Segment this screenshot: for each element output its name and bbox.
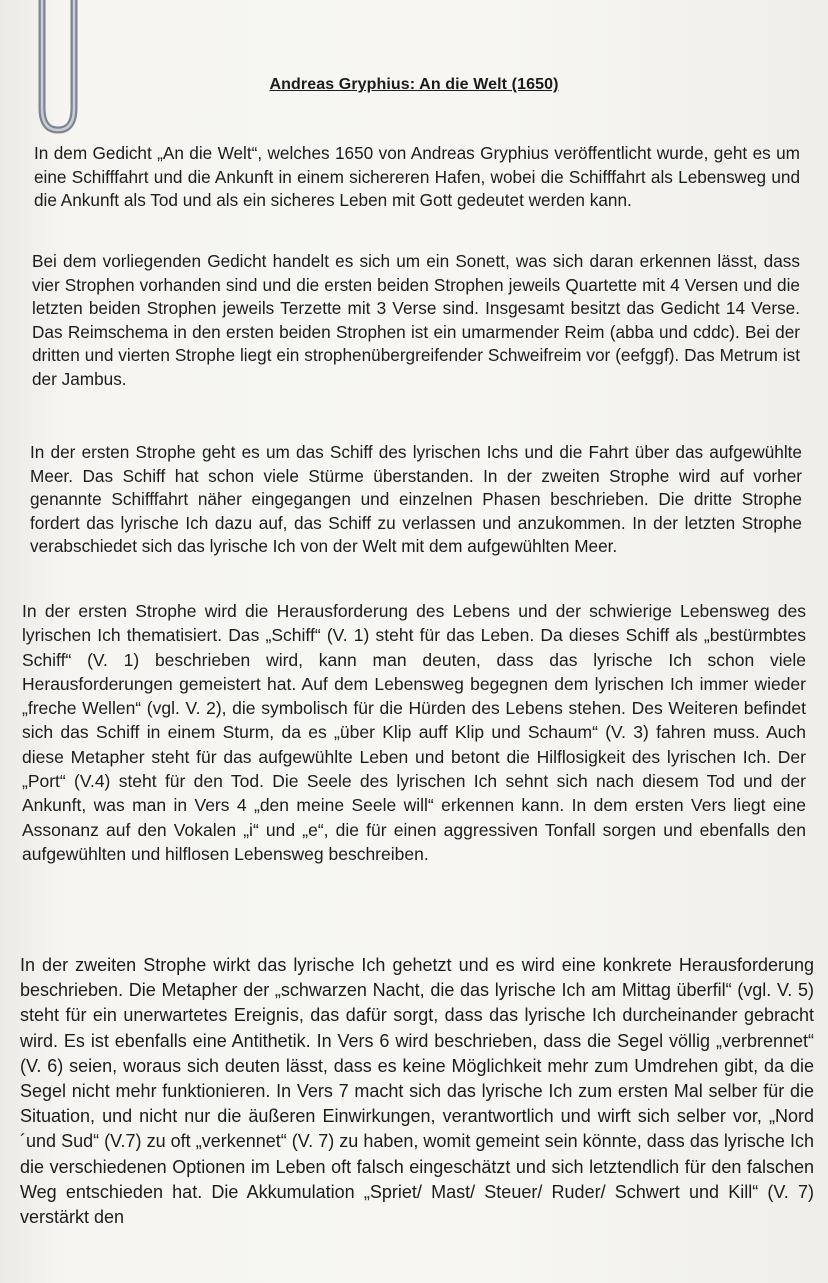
paragraph-first-stanza-analysis: In der ersten Strophe wird die Herausforderung des Lebens und der schwierige Lebensweg des lyrischen Ich thematisiert. Das „Schiff“ (V. 1) steht für das Leben. Da dieses Schiff als „bestürmbtes Schiff“ (V. 1) beschrieben wird, kann man deuten, dass das lyrische Ich schon viele Herausforderungen gemeistert hat. Auf dem Lebensweg begegnen dem lyrischen Ich immer wieder „freche Wellen“ (vgl. V. 2), die symbolisch für die Hürden des Lebens stehen. Des Weiteren befindet sich das Schiff in einem Sturm, da es „über Klip auff Klip und Schaum“ (V. 3) fahren muss. Auch diese Metapher steht für das aufgewühlte Leben und betont die Hilflosigkeit des lyrischen Ich. Der „Port“ (V.4) steht für den Tod. Die Seele des lyrischen Ich sehnt sich nach diesem Tod und der Ankunft, was man in Vers 4 „den meine Seele will“ erkennen kann. In dem ersten Vers liegt eine Assonanz auf den Vokalen „i“ und „e“, die für einen aggressiven Tonfall sorgen und ebenfalls den aufgewühlten und hilflosen Lebensweg beschreiben.: [22, 601, 806, 864]
page-title: Andreas Gryphius: An die Welt (1650): [269, 76, 559, 93]
paragraph-second-stanza-analysis: In der zweiten Strophe wirkt das lyrische Ich gehetzt und es wird eine konkrete Herausforderung beschrieben. Die Metapher der „schwarzen Nacht, die das lyrische Ich am Mittag überfil“ (vgl. V. 5) steht für ein unerwartetes Ereignis, das dafür sorgt, dass das lyrische Ich durcheinander gebracht wird. Es ist ebenfalls eine Antithetik. In Vers 6 wird beschrieben, dass die Segel völlig „verbrennet“ (V. 6) seien, woraus sich deuten lässt, dass es keine Möglichkeit mehr zum Umdrehen gibt, da die Segel nicht mehr funktionieren. In Vers 7 macht sich das lyrische Ich zum ersten Mal selber für die Situation, und nicht nur die äußeren Einwirkungen, verantwortlich und wirft sich selber vor, „Nord´und Sud“ (V.7) zu oft „verkennet“ (V. 7) zu haben, womit gemeint sein könnte, dass das lyrische Ich die verschiedenen Optionen im Leben oft falsch eingeschätzt und sich letztendlich für den falschen Weg entschieden hat. Die Akkumulation „Spriet/ Mast/ Steuer/ Ruder/ Schwert und Kill“ (V. 7) verstärkt den: [20, 955, 814, 1228]
paragraph-introduction: In dem Gedicht „An die Welt“, welches 1650 von Andreas Gryphius veröffentlicht wurde, geht es um eine Schifffahrt und die Ankunft in einem sichereren Hafen, wobei die Schifffahrt als Lebensweg und die Ankunft als Tod und als ein sicheres Leben mit Gott gedeutet werden kann.: [34, 143, 800, 210]
paragraph-content-summary: In der ersten Strophe geht es um das Schiff des lyrischen Ichs und die Fahrt über das aufgewühlte Meer. Das Schiff hat schon viele Stürme überstanden. In der zweiten Strophe wird auf vorher genannte Schifffahrt näher eingegangen und einzelnen Phasen beschrieben. Die dritte Strophe fordert das lyrische Ich dazu auf, das Schiff zu verlassen und anzukommen. In der letzten Strophe verabschiedet sich das lyrische Ich von der Welt mit dem aufgewühlten Meer.: [30, 442, 802, 556]
paper-clip-icon: [28, 0, 84, 140]
paragraph-form: Bei dem vorliegenden Gedicht handelt es sich um ein Sonett, was sich daran erkennen lässt, dass vier Strophen vorhanden sind und die ersten beiden Strophen jeweils Quartette mit 4 Versen und die letzten beiden Strophen jeweils Terzette mit 3 Verse sind. Insgesamt besitzt das Gedicht 14 Verse. Das Reimschema in den ersten beiden Strophen ist ein umarmender Reim (abba und cddc). Bei der dritten und vierten Strophe liegt ein strophenübergreifender Schweifreim vor (eefggf). Das Metrum ist der Jambus.: [32, 251, 800, 389]
